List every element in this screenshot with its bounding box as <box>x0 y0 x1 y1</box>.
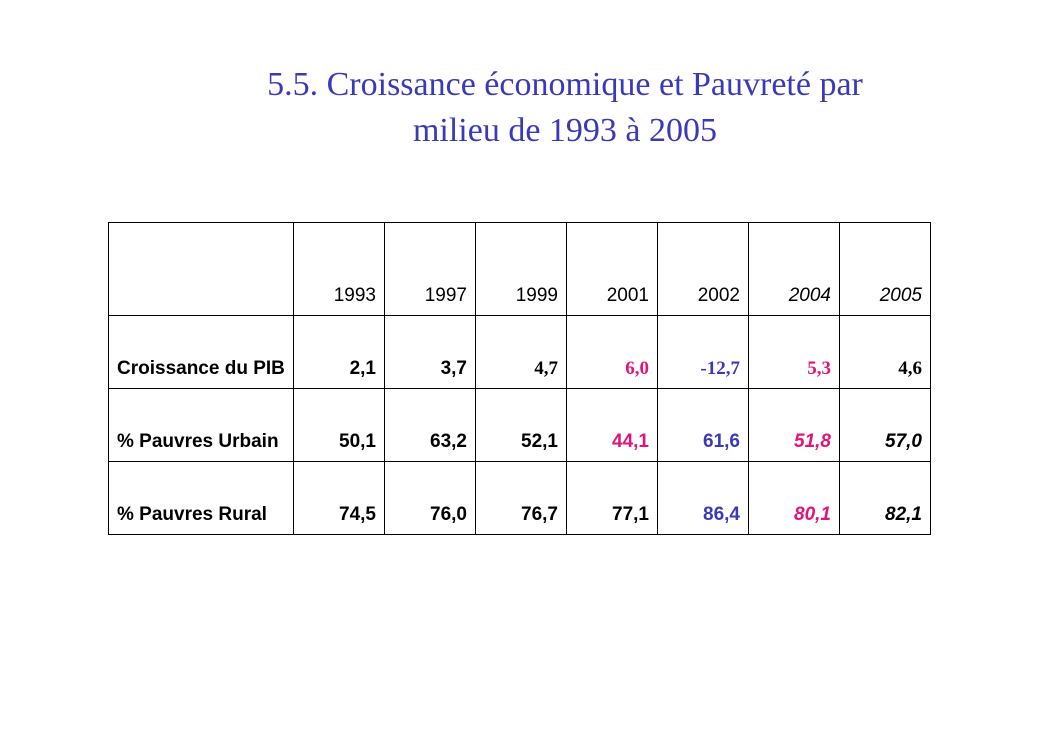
table-cell: 80,1 <box>749 462 840 535</box>
year-header: 2004 <box>749 223 840 316</box>
year-header: 1999 <box>476 223 567 316</box>
title-line-1: 5.5. Croissance économique et Pauvreté par <box>267 66 863 103</box>
table-cell: 61,6 <box>658 389 749 462</box>
table-cell: 76,0 <box>385 462 476 535</box>
table-cell: 5,3 <box>749 316 840 389</box>
table-row <box>109 316 931 389</box>
year-header: 2001 <box>567 223 658 316</box>
table-cell: 4,6 <box>840 316 931 389</box>
row-label: Croissance du PIB <box>109 316 294 389</box>
table-cell: 51,8 <box>749 389 840 462</box>
table-cell: 74,5 <box>294 462 385 535</box>
table-cell: 77,1 <box>567 462 658 535</box>
table-cell: 82,1 <box>840 462 931 535</box>
table-cell: 6,0 <box>567 316 658 389</box>
page-title <box>180 62 950 154</box>
year-header: 2005 <box>840 223 931 316</box>
table-cell: 50,1 <box>294 389 385 462</box>
table-cell: 86,4 <box>658 462 749 535</box>
table-cell: 52,1 <box>476 389 567 462</box>
row-label: % Pauvres Urbain <box>109 389 294 462</box>
table-cell: 57,0 <box>840 389 931 462</box>
table-cell: 44,1 <box>567 389 658 462</box>
year-header: 1993 <box>294 223 385 316</box>
table-cell: 63,2 <box>385 389 476 462</box>
year-header: 1997 <box>385 223 476 316</box>
title-line-2: milieu de 1993 à 2005 <box>412 112 718 149</box>
table-cell: 76,7 <box>476 462 567 535</box>
header-row <box>109 223 931 316</box>
data-table <box>108 222 931 535</box>
table-cell: -12,7 <box>658 316 749 389</box>
header-empty-cell <box>109 223 294 316</box>
table-cell: 3,7 <box>385 316 476 389</box>
table-cell: 2,1 <box>294 316 385 389</box>
table-row <box>109 462 931 535</box>
year-header: 2002 <box>658 223 749 316</box>
table-cell: 4,7 <box>476 316 567 389</box>
table-row <box>109 389 931 462</box>
row-label: % Pauvres Rural <box>109 462 294 535</box>
